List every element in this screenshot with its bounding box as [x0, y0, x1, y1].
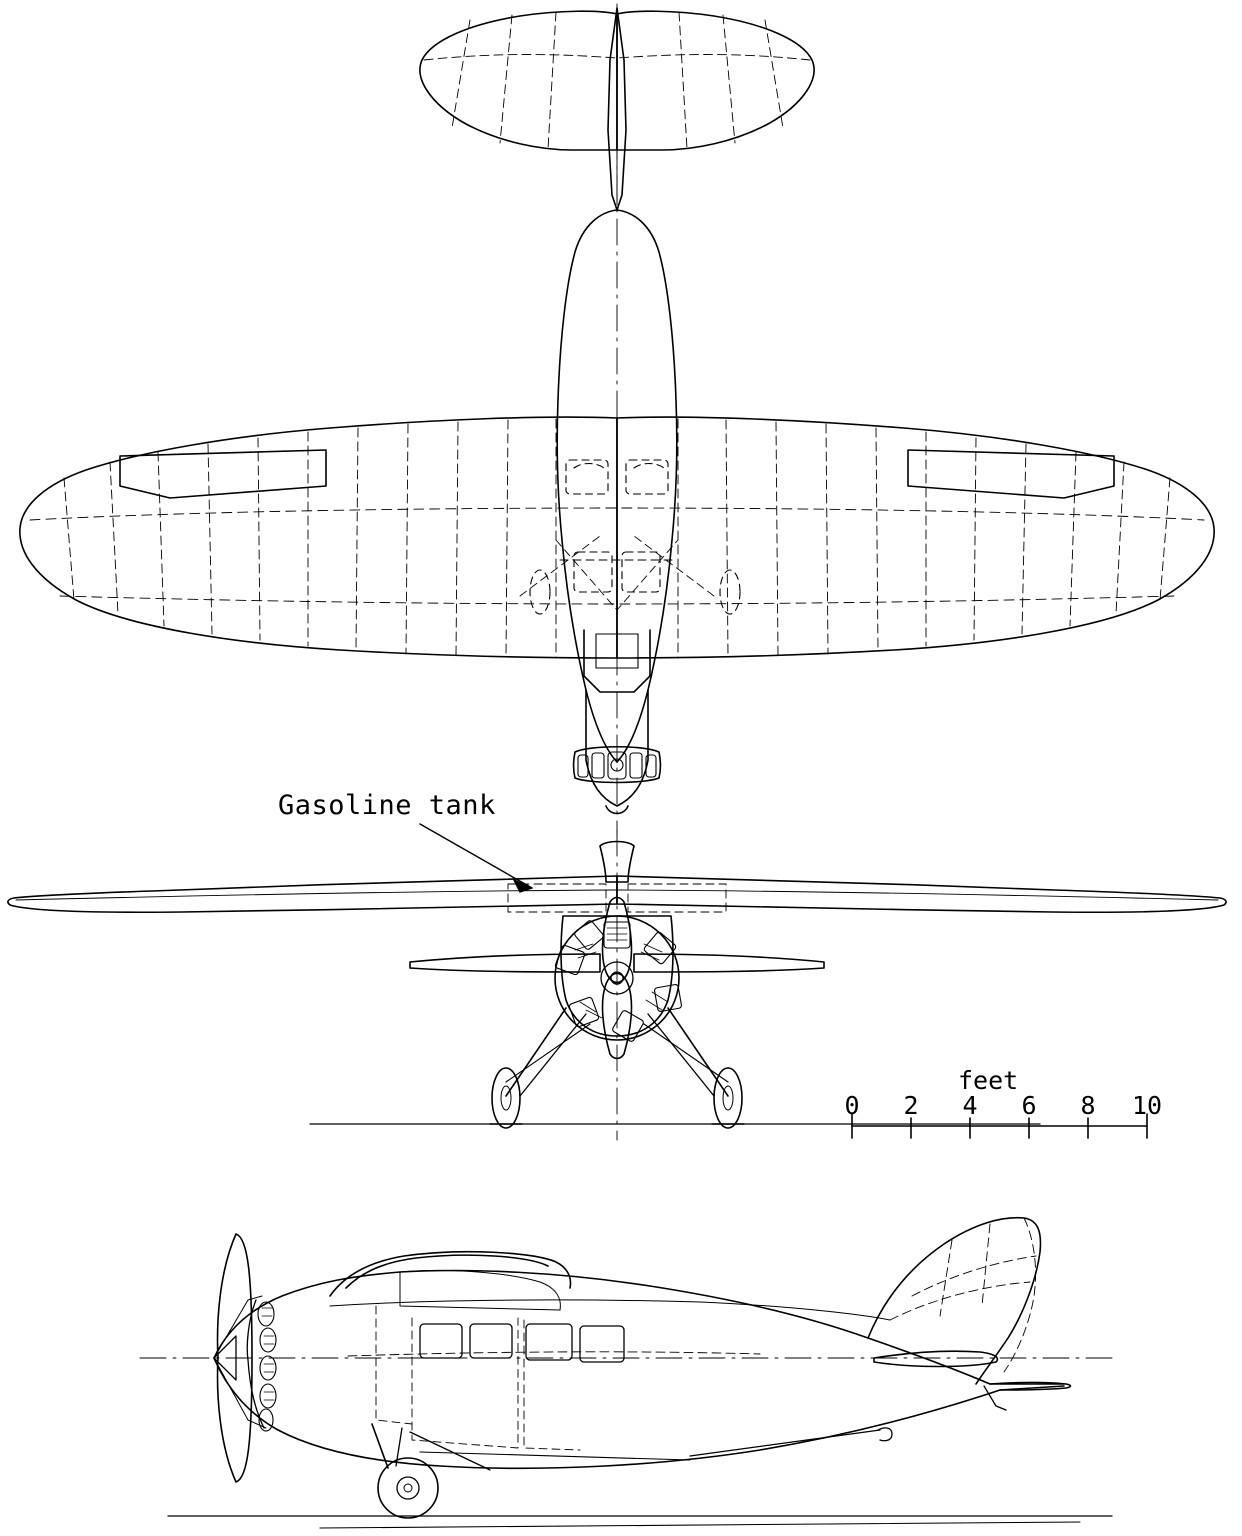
scale-tick-label-10: 10: [1131, 1091, 1163, 1120]
scale-bar: [852, 1114, 1147, 1138]
scale-bar-units-label: feet: [958, 1066, 1019, 1095]
scale-tick-label-8: 8: [1080, 1091, 1096, 1120]
gasoline-tank-label: Gasoline tank: [278, 790, 496, 821]
scale-tick-label-4: 4: [962, 1091, 978, 1120]
plan-view-top: [20, 4, 1214, 835]
front-elevation-view: [8, 824, 1226, 1140]
scale-tick-label-0: 0: [844, 1091, 860, 1120]
scale-tick-label-2: 2: [903, 1091, 919, 1120]
side-elevation-view: [140, 1218, 1112, 1528]
scale-tick-label-6: 6: [1021, 1091, 1037, 1120]
